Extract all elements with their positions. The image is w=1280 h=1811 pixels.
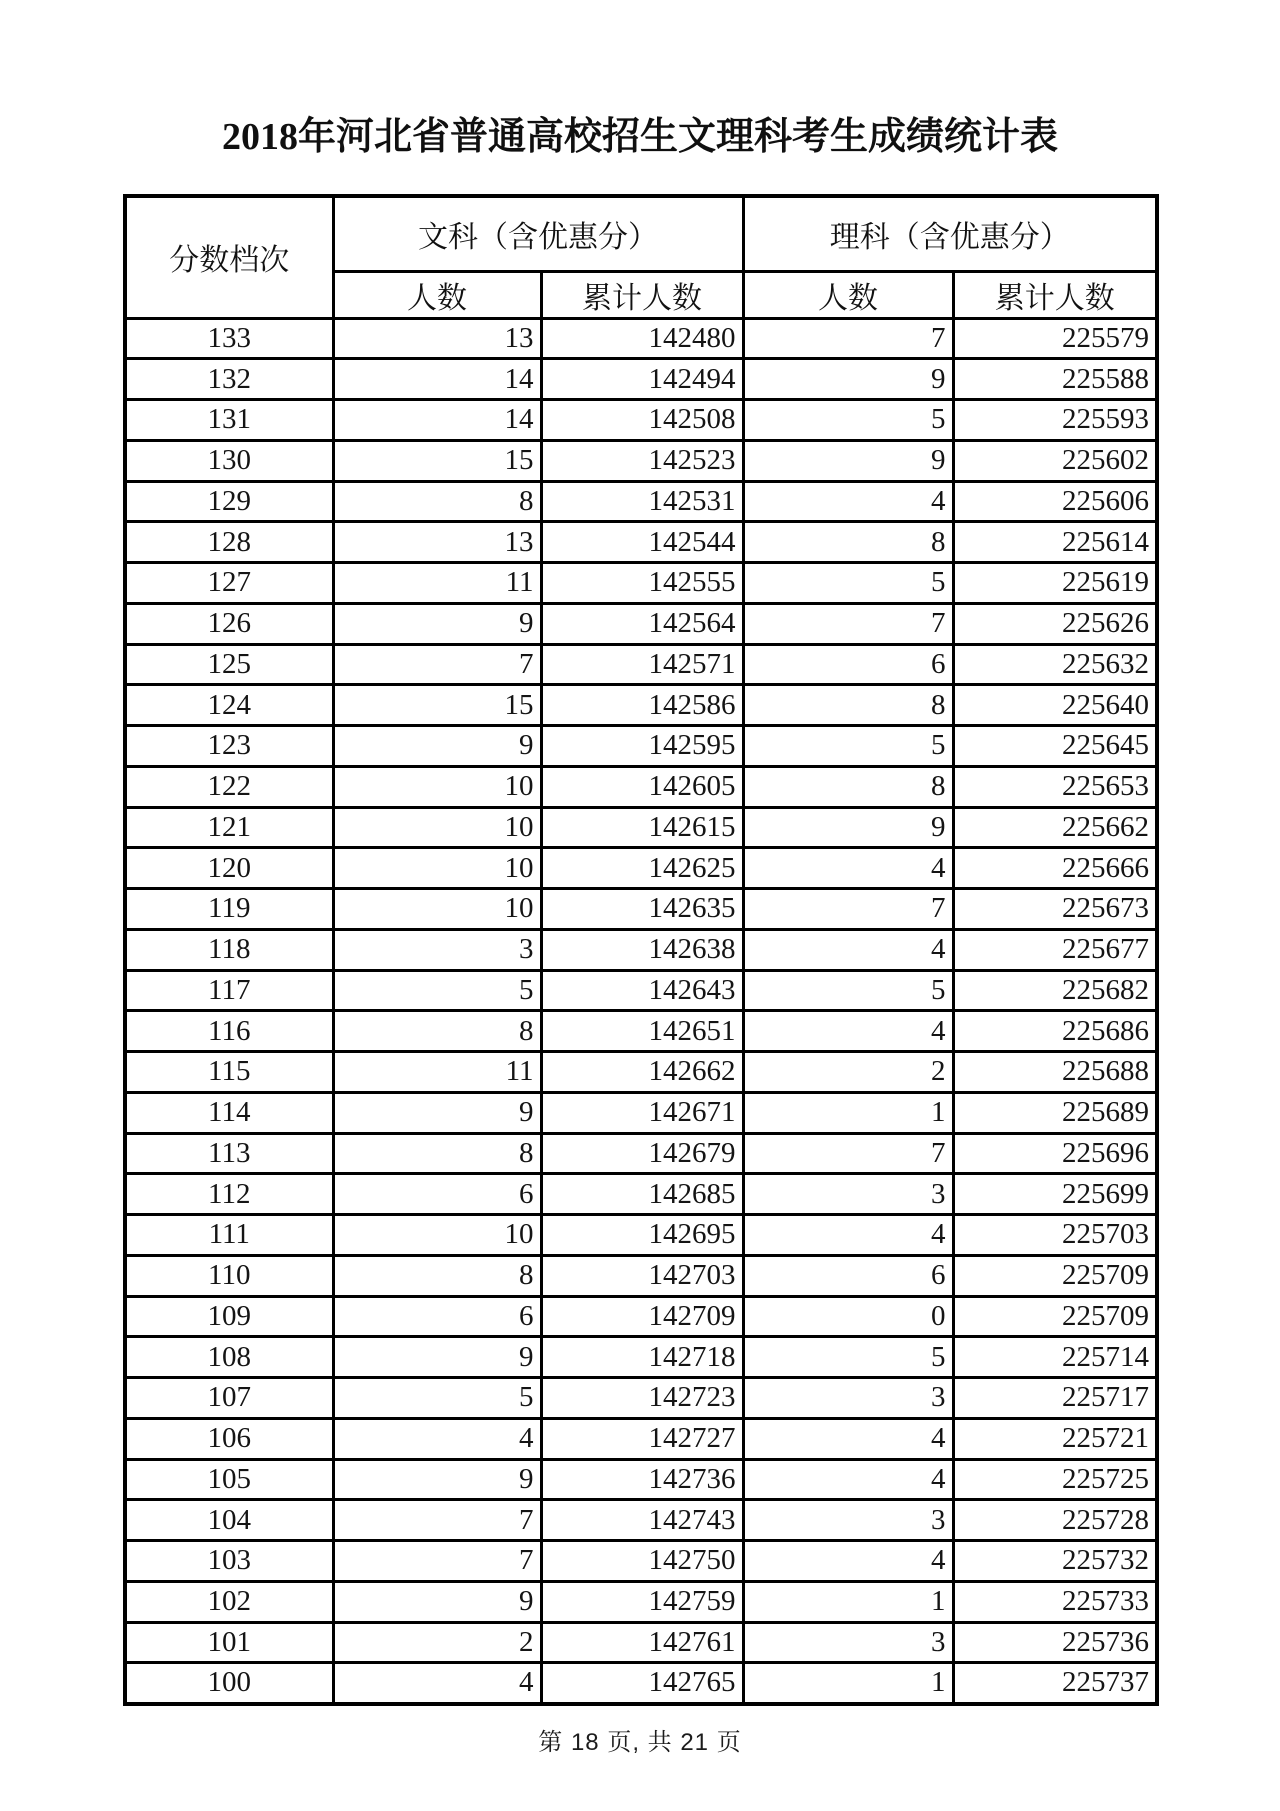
header-score-level: 分数档次 [125, 196, 333, 318]
wen-cumulative-cell: 142564 [541, 603, 743, 644]
wen-count-cell: 7 [333, 1500, 541, 1541]
wen-count-cell: 8 [333, 1255, 541, 1296]
li-cumulative-cell: 225709 [953, 1296, 1157, 1337]
li-count-cell: 0 [743, 1296, 953, 1337]
wen-count-cell: 15 [333, 685, 541, 726]
li-count-cell: 4 [743, 1215, 953, 1256]
li-cumulative-cell: 225632 [953, 644, 1157, 685]
header-liberal-arts-group: 文科（含优惠分） [333, 196, 743, 271]
li-count-cell: 7 [743, 1133, 953, 1174]
li-cumulative-cell: 225732 [953, 1541, 1157, 1582]
header-li-count: 人数 [743, 271, 953, 318]
score-level-cell: 128 [125, 522, 333, 563]
li-count-cell: 8 [743, 766, 953, 807]
li-cumulative-cell: 225614 [953, 522, 1157, 563]
table-row [125, 1174, 1157, 1215]
wen-count-cell: 2 [333, 1622, 541, 1663]
wen-cumulative-cell: 142625 [541, 848, 743, 889]
wen-cumulative-cell: 142544 [541, 522, 743, 563]
wen-cumulative-cell: 142555 [541, 563, 743, 604]
wen-count-cell: 11 [333, 1052, 541, 1093]
li-count-cell: 3 [743, 1378, 953, 1419]
li-cumulative-cell: 225602 [953, 440, 1157, 481]
li-count-cell: 6 [743, 644, 953, 685]
li-count-cell: 8 [743, 522, 953, 563]
score-level-cell: 127 [125, 563, 333, 604]
page-number: 第 18 页, 共 21 页 [538, 1729, 742, 1756]
table-row [125, 359, 1157, 400]
wen-count-cell: 4 [333, 1663, 541, 1704]
table-row [125, 766, 1157, 807]
wen-cumulative-cell: 142759 [541, 1581, 743, 1622]
wen-count-cell: 10 [333, 807, 541, 848]
table-row [125, 1255, 1157, 1296]
score-level-cell: 121 [125, 807, 333, 848]
li-count-cell: 4 [743, 481, 953, 522]
table-row [125, 807, 1157, 848]
li-count-cell: 4 [743, 1418, 953, 1459]
score-level-cell: 129 [125, 481, 333, 522]
wen-count-cell: 9 [333, 726, 541, 767]
header-science-group: 理科（含优惠分） [743, 196, 1157, 271]
wen-cumulative-cell: 142671 [541, 1092, 743, 1133]
page-title: 2018年河北省普通高校招生文理科考生成绩统计表 [221, 116, 1058, 158]
li-count-cell: 5 [743, 563, 953, 604]
li-count-cell: 7 [743, 603, 953, 644]
wen-count-cell: 8 [333, 1133, 541, 1174]
li-cumulative-cell: 225717 [953, 1378, 1157, 1419]
table-row [125, 1663, 1157, 1704]
score-level-cell: 117 [125, 970, 333, 1011]
wen-count-cell: 14 [333, 400, 541, 441]
score-level-cell: 131 [125, 400, 333, 441]
li-cumulative-cell: 225640 [953, 685, 1157, 726]
score-level-cell: 103 [125, 1541, 333, 1582]
table-row [125, 848, 1157, 889]
table-row [125, 1133, 1157, 1174]
score-level-cell: 114 [125, 1092, 333, 1133]
score-level-cell: 100 [125, 1663, 333, 1704]
score-level-cell: 132 [125, 359, 333, 400]
wen-count-cell: 9 [333, 1092, 541, 1133]
wen-count-cell: 9 [333, 1337, 541, 1378]
table-row [125, 440, 1157, 481]
li-count-cell: 3 [743, 1622, 953, 1663]
li-cumulative-cell: 225682 [953, 970, 1157, 1011]
wen-count-cell: 14 [333, 359, 541, 400]
wen-cumulative-cell: 142750 [541, 1541, 743, 1582]
score-level-cell: 130 [125, 440, 333, 481]
score-level-cell: 107 [125, 1378, 333, 1419]
table-row [125, 1052, 1157, 1093]
li-cumulative-cell: 225606 [953, 481, 1157, 522]
wen-count-cell: 6 [333, 1174, 541, 1215]
wen-count-cell: 5 [333, 970, 541, 1011]
table-row [125, 685, 1157, 726]
table-row [125, 563, 1157, 604]
li-count-cell: 5 [743, 970, 953, 1011]
table-row [125, 1622, 1157, 1663]
wen-cumulative-cell: 142761 [541, 1622, 743, 1663]
score-level-cell: 123 [125, 726, 333, 767]
li-cumulative-cell: 225725 [953, 1459, 1157, 1500]
li-cumulative-cell: 225703 [953, 1215, 1157, 1256]
wen-count-cell: 9 [333, 1581, 541, 1622]
li-count-cell: 4 [743, 848, 953, 889]
wen-cumulative-cell: 142685 [541, 1174, 743, 1215]
wen-count-cell: 4 [333, 1418, 541, 1459]
li-count-cell: 1 [743, 1092, 953, 1133]
wen-count-cell: 10 [333, 848, 541, 889]
score-level-cell: 105 [125, 1459, 333, 1500]
wen-cumulative-cell: 142523 [541, 440, 743, 481]
score-level-cell: 116 [125, 1011, 333, 1052]
wen-count-cell: 6 [333, 1296, 541, 1337]
li-cumulative-cell: 225653 [953, 766, 1157, 807]
header-group-row [125, 196, 1157, 271]
header-wen-cumulative: 累计人数 [541, 271, 743, 318]
table-row [125, 400, 1157, 441]
wen-cumulative-cell: 142595 [541, 726, 743, 767]
wen-cumulative-cell: 142727 [541, 1418, 743, 1459]
wen-cumulative-cell: 142615 [541, 807, 743, 848]
score-level-cell: 115 [125, 1052, 333, 1093]
li-cumulative-cell: 225737 [953, 1663, 1157, 1704]
table-row [125, 481, 1157, 522]
wen-count-cell: 7 [333, 644, 541, 685]
li-cumulative-cell: 225677 [953, 929, 1157, 970]
wen-cumulative-cell: 142531 [541, 481, 743, 522]
table-row [125, 318, 1157, 359]
table-row [125, 1459, 1157, 1500]
li-cumulative-cell: 225673 [953, 889, 1157, 930]
li-cumulative-cell: 225696 [953, 1133, 1157, 1174]
wen-count-cell: 10 [333, 766, 541, 807]
score-level-cell: 119 [125, 889, 333, 930]
li-cumulative-cell: 225645 [953, 726, 1157, 767]
li-count-cell: 4 [743, 1011, 953, 1052]
score-level-cell: 111 [125, 1215, 333, 1256]
table-row [125, 1092, 1157, 1133]
table-row [125, 1581, 1157, 1622]
wen-cumulative-cell: 142651 [541, 1011, 743, 1052]
score-level-cell: 104 [125, 1500, 333, 1541]
li-count-cell: 3 [743, 1174, 953, 1215]
li-cumulative-cell: 225688 [953, 1052, 1157, 1093]
score-level-cell: 109 [125, 1296, 333, 1337]
header-wen-count: 人数 [333, 271, 541, 318]
li-count-cell: 9 [743, 807, 953, 848]
li-count-cell: 6 [743, 1255, 953, 1296]
wen-cumulative-cell: 142662 [541, 1052, 743, 1093]
li-count-cell: 3 [743, 1500, 953, 1541]
li-count-cell: 5 [743, 726, 953, 767]
wen-count-cell: 5 [333, 1378, 541, 1419]
wen-cumulative-cell: 142679 [541, 1133, 743, 1174]
score-level-cell: 112 [125, 1174, 333, 1215]
li-cumulative-cell: 225579 [953, 318, 1157, 359]
table-row [125, 1296, 1157, 1337]
table-row [125, 1011, 1157, 1052]
score-level-cell: 125 [125, 644, 333, 685]
score-level-cell: 126 [125, 603, 333, 644]
wen-count-cell: 3 [333, 929, 541, 970]
li-cumulative-cell: 225733 [953, 1581, 1157, 1622]
li-count-cell: 9 [743, 440, 953, 481]
table-row [125, 1500, 1157, 1541]
li-cumulative-cell: 225728 [953, 1500, 1157, 1541]
li-cumulative-cell: 225593 [953, 400, 1157, 441]
wen-cumulative-cell: 142695 [541, 1215, 743, 1256]
wen-count-cell: 7 [333, 1541, 541, 1582]
li-count-cell: 4 [743, 929, 953, 970]
li-count-cell: 7 [743, 889, 953, 930]
score-table-header [125, 196, 1157, 318]
li-count-cell: 4 [743, 1541, 953, 1582]
li-cumulative-cell: 225699 [953, 1174, 1157, 1215]
wen-count-cell: 10 [333, 889, 541, 930]
score-level-cell: 113 [125, 1133, 333, 1174]
wen-cumulative-cell: 142571 [541, 644, 743, 685]
li-cumulative-cell: 225714 [953, 1337, 1157, 1378]
wen-cumulative-cell: 142480 [541, 318, 743, 359]
wen-cumulative-cell: 142643 [541, 970, 743, 1011]
score-level-cell: 122 [125, 766, 333, 807]
li-cumulative-cell: 225686 [953, 1011, 1157, 1052]
score-level-cell: 124 [125, 685, 333, 726]
wen-cumulative-cell: 142736 [541, 1459, 743, 1500]
li-cumulative-cell: 225736 [953, 1622, 1157, 1663]
wen-cumulative-cell: 142718 [541, 1337, 743, 1378]
score-level-cell: 102 [125, 1581, 333, 1622]
score-level-cell: 106 [125, 1418, 333, 1459]
score-level-cell: 101 [125, 1622, 333, 1663]
li-cumulative-cell: 225662 [953, 807, 1157, 848]
wen-cumulative-cell: 142723 [541, 1378, 743, 1419]
score-table [123, 194, 1159, 1706]
table-row [125, 929, 1157, 970]
table-row [125, 1215, 1157, 1256]
table-row [125, 603, 1157, 644]
table-row [125, 1378, 1157, 1419]
score-level-cell: 110 [125, 1255, 333, 1296]
li-count-cell: 2 [743, 1052, 953, 1093]
li-cumulative-cell: 225666 [953, 848, 1157, 889]
score-level-cell: 120 [125, 848, 333, 889]
table-row [125, 522, 1157, 563]
wen-cumulative-cell: 142765 [541, 1663, 743, 1704]
wen-count-cell: 13 [333, 522, 541, 563]
table-row [125, 970, 1157, 1011]
wen-cumulative-cell: 142709 [541, 1296, 743, 1337]
wen-count-cell: 11 [333, 563, 541, 604]
li-count-cell: 8 [743, 685, 953, 726]
wen-cumulative-cell: 142635 [541, 889, 743, 930]
li-count-cell: 1 [743, 1663, 953, 1704]
li-count-cell: 5 [743, 400, 953, 441]
wen-cumulative-cell: 142703 [541, 1255, 743, 1296]
li-count-cell: 9 [743, 359, 953, 400]
li-cumulative-cell: 225709 [953, 1255, 1157, 1296]
wen-cumulative-cell: 142605 [541, 766, 743, 807]
wen-count-cell: 8 [333, 481, 541, 522]
li-count-cell: 5 [743, 1337, 953, 1378]
wen-count-cell: 9 [333, 603, 541, 644]
table-row [125, 644, 1157, 685]
wen-cumulative-cell: 142638 [541, 929, 743, 970]
score-level-cell: 133 [125, 318, 333, 359]
wen-cumulative-cell: 142586 [541, 685, 743, 726]
score-level-cell: 118 [125, 929, 333, 970]
li-cumulative-cell: 225626 [953, 603, 1157, 644]
li-cumulative-cell: 225588 [953, 359, 1157, 400]
li-count-cell: 7 [743, 318, 953, 359]
table-row [125, 1418, 1157, 1459]
wen-cumulative-cell: 142508 [541, 400, 743, 441]
wen-cumulative-cell: 142743 [541, 1500, 743, 1541]
table-row [125, 889, 1157, 930]
li-cumulative-cell: 225619 [953, 563, 1157, 604]
score-table-body [125, 318, 1157, 1704]
li-count-cell: 1 [743, 1581, 953, 1622]
table-row [125, 1337, 1157, 1378]
wen-count-cell: 8 [333, 1011, 541, 1052]
li-cumulative-cell: 225689 [953, 1092, 1157, 1133]
table-row [125, 1541, 1157, 1582]
score-level-cell: 108 [125, 1337, 333, 1378]
wen-count-cell: 15 [333, 440, 541, 481]
wen-count-cell: 9 [333, 1459, 541, 1500]
li-cumulative-cell: 225721 [953, 1418, 1157, 1459]
header-li-cumulative: 累计人数 [953, 271, 1157, 318]
wen-cumulative-cell: 142494 [541, 359, 743, 400]
table-row [125, 726, 1157, 767]
wen-count-cell: 10 [333, 1215, 541, 1256]
wen-count-cell: 13 [333, 318, 541, 359]
li-count-cell: 4 [743, 1459, 953, 1500]
